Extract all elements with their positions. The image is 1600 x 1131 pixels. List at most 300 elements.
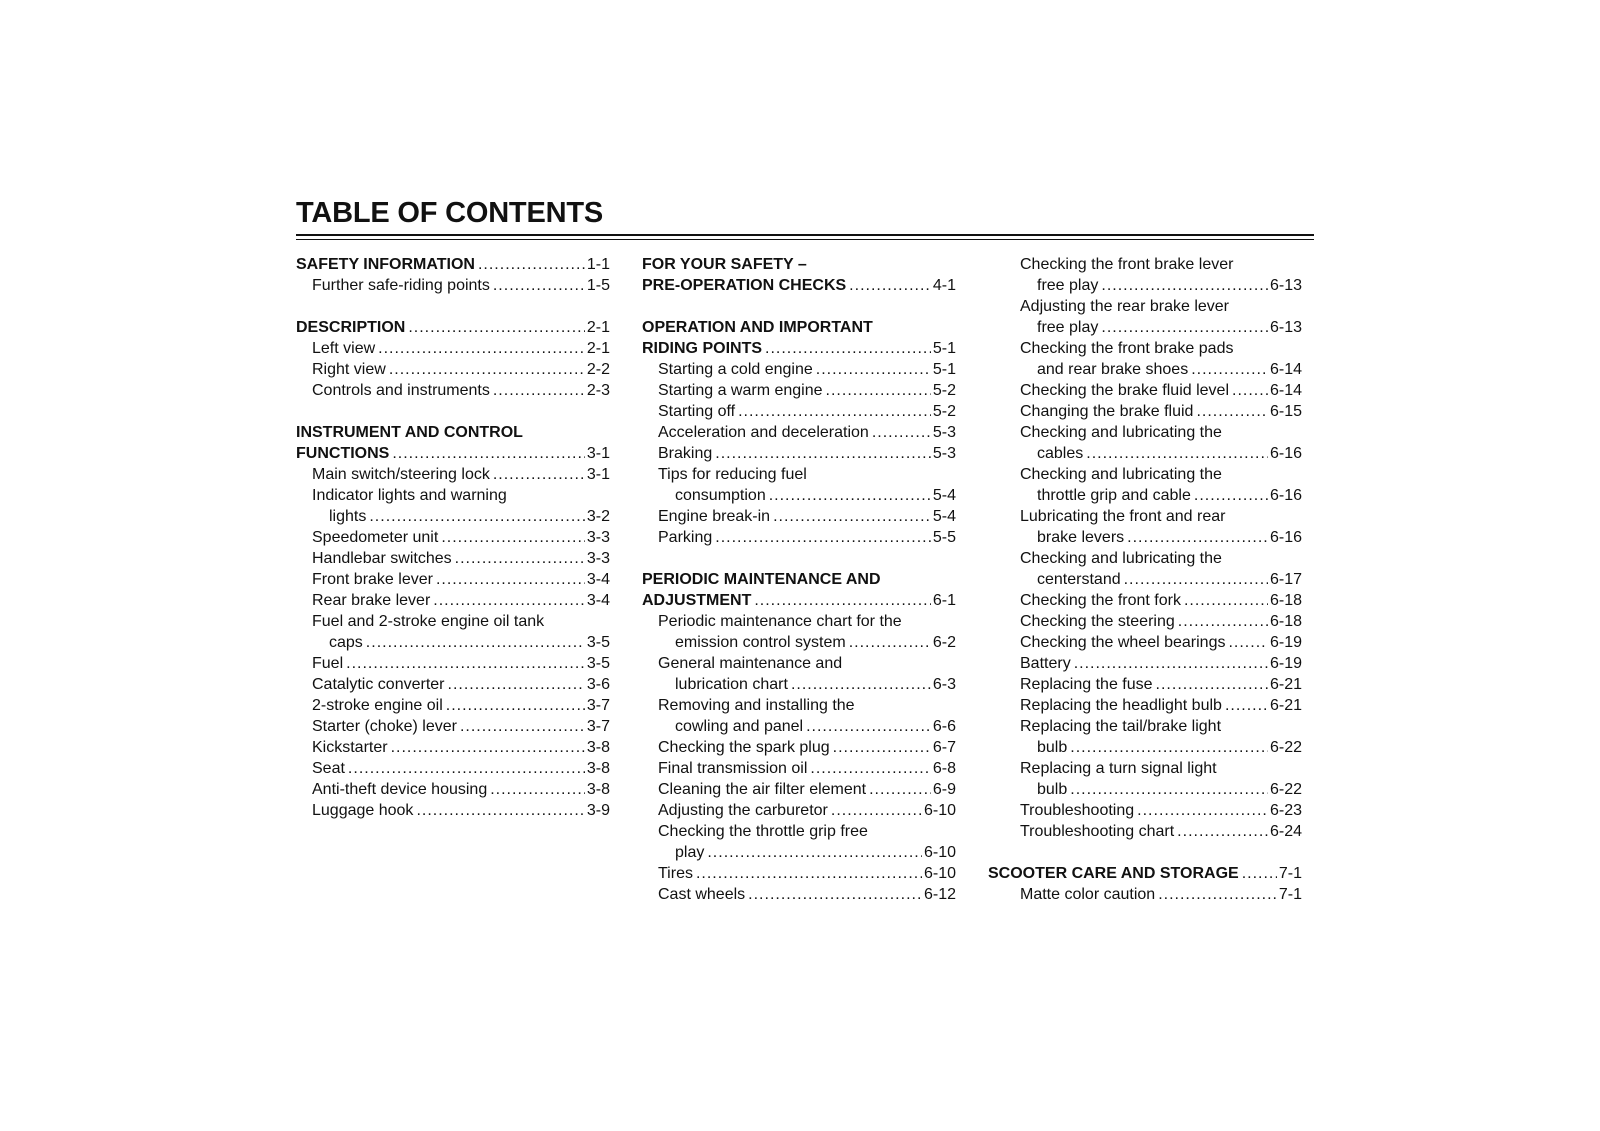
toc-entry-text: Changing the brake fluid	[1020, 403, 1194, 420]
toc-section-heading[interactable]	[296, 422, 610, 443]
dot-leader	[408, 317, 585, 338]
toc-entry-text: PERIODIC MAINTENANCE AND	[642, 571, 881, 588]
toc-entry[interactable]	[642, 695, 956, 716]
toc-page-number: 6-14	[1269, 361, 1302, 378]
toc-page-number: 3-5	[586, 634, 610, 651]
toc-page-number: 3-9	[586, 802, 610, 819]
toc-page-number: 6-10	[923, 844, 956, 861]
toc-page-number: 2-1	[586, 319, 610, 336]
toc-entry-text: cables	[1037, 445, 1084, 462]
dot-leader	[696, 863, 922, 884]
dot-leader	[816, 359, 931, 380]
toc-entry[interactable]	[1004, 527, 1302, 548]
toc-entry[interactable]	[296, 338, 610, 359]
dot-leader	[369, 506, 585, 527]
dot-leader	[448, 674, 585, 695]
toc-page-number: 2-1	[586, 340, 610, 357]
toc-entry-text: Catalytic converter	[312, 676, 445, 693]
toc-page-number: 6-7	[932, 739, 956, 756]
dot-leader	[1127, 527, 1268, 548]
toc-entry-text: Starting off	[658, 403, 736, 420]
dot-leader	[392, 443, 585, 464]
toc-page-number: 3-4	[586, 571, 610, 588]
toc-entry[interactable]	[642, 842, 956, 863]
toc-entry-text: Battery	[1020, 655, 1071, 672]
toc-section-heading[interactable]	[296, 317, 610, 338]
toc-entry-text: Front brake lever	[312, 571, 433, 588]
toc-page-number: 2-2	[586, 361, 610, 378]
toc-page-number: 6-21	[1269, 697, 1302, 714]
dot-leader	[391, 737, 585, 758]
toc-page-number: 5-1	[932, 361, 956, 378]
toc-entry[interactable]	[1004, 590, 1302, 611]
toc-section-heading[interactable]	[642, 590, 956, 611]
toc-section-heading[interactable]	[296, 443, 610, 464]
toc-entry-text: caps	[329, 634, 363, 651]
toc-entry-text: centerstand	[1037, 571, 1121, 588]
toc-entry-text: Seat	[312, 760, 345, 777]
dot-leader	[490, 779, 585, 800]
toc-entry[interactable]	[296, 653, 610, 674]
toc-page-number: 6-16	[1269, 529, 1302, 546]
toc-entry[interactable]	[296, 695, 610, 716]
toc-entry-text: SCOOTER CARE AND STORAGE	[988, 865, 1239, 882]
toc-entry-text: Acceleration and deceleration	[658, 424, 869, 441]
toc-entry[interactable]	[642, 737, 956, 758]
dot-leader	[441, 527, 585, 548]
toc-entry-text: Luggage hook	[312, 802, 414, 819]
toc-page-number: 3-3	[586, 529, 610, 546]
dot-leader	[765, 338, 931, 359]
toc-entry-text: throttle grip and cable	[1037, 487, 1191, 504]
toc-entry[interactable]	[296, 485, 610, 506]
toc-entry[interactable]	[296, 737, 610, 758]
toc-page-number: 3-1	[586, 445, 610, 462]
toc-entry-text: Checking the brake fluid level	[1020, 382, 1230, 399]
dot-leader	[1178, 611, 1268, 632]
toc-entry-text: Tires	[658, 865, 693, 882]
title-rule-thick	[296, 234, 1314, 236]
dot-leader	[869, 779, 931, 800]
toc-entry-text: OPERATION AND IMPORTANT	[642, 319, 873, 336]
dot-leader	[478, 254, 585, 275]
toc-entry-text: free play	[1037, 277, 1099, 294]
toc-entry[interactable]	[296, 611, 610, 632]
toc-entry-text: Checking and lubricating the	[1020, 466, 1222, 483]
toc-entry[interactable]	[1004, 695, 1302, 716]
dot-leader	[1177, 821, 1268, 842]
dot-leader	[455, 548, 585, 569]
toc-entry[interactable]	[296, 275, 610, 296]
dot-leader	[831, 800, 922, 821]
toc-entry[interactable]	[642, 779, 956, 800]
toc-entry[interactable]	[1004, 674, 1302, 695]
toc-entry-text: Kickstarter	[312, 739, 388, 756]
toc-section-heading[interactable]	[642, 317, 956, 338]
toc-column-3	[988, 254, 1302, 905]
toc-page-number: 5-3	[932, 445, 956, 462]
toc-entry[interactable]	[1004, 653, 1302, 674]
toc-page-number: 6-15	[1269, 403, 1302, 420]
toc-entry[interactable]	[642, 611, 956, 632]
toc-page-number: 6-14	[1269, 382, 1302, 399]
dot-leader	[436, 569, 585, 590]
toc-entry-text: Checking the spark plug	[658, 739, 830, 756]
toc-entry[interactable]	[642, 821, 956, 842]
toc-entry[interactable]	[1004, 422, 1302, 443]
toc-page-number: 5-1	[932, 340, 956, 357]
toc-entry[interactable]	[1004, 359, 1302, 380]
dot-leader	[416, 800, 584, 821]
dot-leader	[833, 737, 931, 758]
section-gap	[1004, 842, 1302, 863]
toc-entry-text: Fuel and 2-stroke engine oil tank	[312, 613, 545, 630]
toc-entry-text: cowling and panel	[675, 718, 804, 735]
toc-section-heading[interactable]	[642, 569, 956, 590]
toc-entry-text: 2-stroke engine oil	[312, 697, 443, 714]
toc-entry-text: Main switch/steering lock	[312, 466, 490, 483]
toc-entry[interactable]	[1004, 632, 1302, 653]
toc-entry-text: Rear brake lever	[312, 592, 431, 609]
toc-entry[interactable]	[1004, 611, 1302, 632]
toc-entry[interactable]	[642, 401, 956, 422]
toc-entry-text: Troubleshooting chart	[1020, 823, 1175, 840]
toc-entry-text: emission control system	[675, 634, 846, 651]
toc-entry[interactable]	[642, 380, 956, 401]
toc-entry[interactable]	[1004, 338, 1302, 359]
dot-leader	[1086, 443, 1268, 464]
toc-page-number: 6-16	[1269, 487, 1302, 504]
toc-entry[interactable]	[296, 800, 610, 821]
toc-page-number: 2-3	[586, 382, 610, 399]
toc-entry[interactable]	[1004, 716, 1302, 737]
toc-page-number: 6-2	[932, 634, 956, 651]
dot-leader	[1232, 380, 1268, 401]
toc-page-number: 6-21	[1269, 676, 1302, 693]
toc-entry-text: Checking the throttle grip free	[658, 823, 868, 840]
toc-entry[interactable]	[296, 590, 610, 611]
toc-entry-text: Starter (choke) lever	[312, 718, 457, 735]
toc-entry-text: Removing and installing the	[658, 697, 855, 714]
toc-entry-text: Lubricating the front and rear	[1020, 508, 1226, 525]
toc-page-number: 6-17	[1269, 571, 1302, 588]
toc-entry-text: Adjusting the rear brake lever	[1020, 298, 1229, 315]
dot-leader	[346, 653, 585, 674]
toc-entry[interactable]	[1004, 821, 1302, 842]
dot-leader	[1196, 401, 1268, 422]
toc-entry[interactable]	[642, 716, 956, 737]
toc-entry-text: bulb	[1037, 781, 1068, 798]
dot-leader	[1124, 569, 1268, 590]
toc-entry[interactable]	[1004, 569, 1302, 590]
toc-entry[interactable]	[1004, 737, 1302, 758]
dot-leader	[1070, 779, 1268, 800]
toc-entry[interactable]	[1004, 506, 1302, 527]
toc-entry[interactable]	[642, 506, 956, 527]
dot-leader	[738, 401, 931, 422]
dot-leader	[493, 380, 585, 401]
toc-entry-text: Further safe-riding points	[312, 277, 490, 294]
toc-page-number: 6-9	[932, 781, 956, 798]
toc-entry-text: FOR YOUR SAFETY –	[642, 256, 807, 273]
toc-page-number: 3-6	[586, 676, 610, 693]
dot-leader	[1158, 884, 1277, 905]
toc-entry-text: Replacing the tail/brake light	[1020, 718, 1222, 735]
dot-leader	[806, 716, 931, 737]
toc-entry-text: ADJUSTMENT	[642, 592, 752, 609]
toc-entry[interactable]	[1004, 884, 1302, 905]
toc-entry-text: Right view	[312, 361, 386, 378]
toc-entry[interactable]	[642, 485, 956, 506]
toc-page-number: 5-5	[932, 529, 956, 546]
toc-section-heading[interactable]	[642, 275, 956, 296]
toc-page-number: 6-24	[1269, 823, 1302, 840]
toc-entry[interactable]	[296, 569, 610, 590]
dot-leader	[769, 485, 931, 506]
dot-leader	[773, 506, 931, 527]
dot-leader	[1070, 737, 1268, 758]
toc-entry[interactable]	[642, 464, 956, 485]
dot-leader	[1194, 485, 1268, 506]
dot-leader	[366, 632, 585, 653]
toc-entry-text: Anti-theft device housing	[312, 781, 488, 798]
toc-entry[interactable]	[1004, 275, 1302, 296]
toc-entry[interactable]	[642, 443, 956, 464]
dot-leader	[378, 338, 585, 359]
dot-leader	[872, 422, 931, 443]
toc-entry[interactable]	[642, 800, 956, 821]
toc-entry-text: Matte color caution	[1020, 886, 1156, 903]
dot-leader	[433, 590, 585, 611]
toc-entry[interactable]	[642, 863, 956, 884]
toc-entry-text: Adjusting the carburetor	[658, 802, 828, 819]
toc-section-heading[interactable]	[642, 254, 956, 275]
dot-leader	[1101, 275, 1268, 296]
dot-leader	[1242, 863, 1277, 884]
toc-entry-text: Engine break-in	[658, 508, 771, 525]
toc-column-1	[296, 254, 610, 821]
toc-entry[interactable]	[296, 506, 610, 527]
toc-entry[interactable]	[642, 653, 956, 674]
toc-entry-text: General maintenance and	[658, 655, 843, 672]
toc-page-number: 7-1	[1278, 886, 1302, 903]
toc-entry-text: DESCRIPTION	[296, 319, 406, 336]
toc-entry[interactable]	[1004, 380, 1302, 401]
toc-entry-text: Checking the wheel bearings	[1020, 634, 1226, 651]
toc-entry[interactable]	[642, 674, 956, 695]
toc-entry-text: free play	[1037, 319, 1099, 336]
dot-leader	[1191, 359, 1268, 380]
toc-entry-text: Checking and lubricating the	[1020, 550, 1222, 567]
toc-entry-text: Checking the front brake lever	[1020, 256, 1234, 273]
toc-entry[interactable]	[296, 779, 610, 800]
toc-entry-text: Controls and instruments	[312, 382, 490, 399]
toc-page-number: 5-2	[932, 382, 956, 399]
toc-entry-text: Checking the front brake pads	[1020, 340, 1234, 357]
dot-leader	[849, 275, 931, 296]
toc-page-number: 6-1	[932, 592, 956, 609]
toc-entry-text: Indicator lights and warning	[312, 487, 507, 504]
toc-page-number: 5-4	[932, 487, 956, 504]
toc-entry[interactable]	[296, 527, 610, 548]
toc-entry[interactable]	[1004, 401, 1302, 422]
toc-page-number: 3-3	[586, 550, 610, 567]
toc-entry-text: Starting a warm engine	[658, 382, 823, 399]
toc-entry-text: SAFETY INFORMATION	[296, 256, 475, 273]
toc-entry-text: play	[675, 844, 705, 861]
toc-page-number: 6-3	[932, 676, 956, 693]
dot-leader	[748, 884, 922, 905]
toc-page-number: 4-1	[932, 277, 956, 294]
toc-page-number: 6-18	[1269, 592, 1302, 609]
toc-page-number: 6-13	[1269, 319, 1302, 336]
toc-entry[interactable]	[642, 527, 956, 548]
toc-entry-text: Replacing the headlight bulb	[1020, 697, 1222, 714]
dot-leader	[348, 758, 585, 779]
toc-section-heading[interactable]	[988, 863, 1302, 884]
toc-entry[interactable]	[296, 548, 610, 569]
toc-entry-text: brake levers	[1037, 529, 1125, 546]
toc-entry-text: Starting a cold engine	[658, 361, 813, 378]
toc-entry[interactable]	[1004, 296, 1302, 317]
dot-leader	[791, 674, 931, 695]
dot-leader	[389, 359, 585, 380]
toc-entry[interactable]	[642, 422, 956, 443]
toc-page-number: 6-10	[923, 802, 956, 819]
toc-page-number: 6-22	[1269, 739, 1302, 756]
toc-entry[interactable]	[1004, 254, 1302, 275]
toc-entry-text: Parking	[658, 529, 713, 546]
toc-page-number: 6-12	[923, 886, 956, 903]
dot-leader	[826, 380, 931, 401]
toc-page-number: 3-5	[586, 655, 610, 672]
toc-page-number: 6-10	[923, 865, 956, 882]
toc-entry-text: INSTRUMENT AND CONTROL	[296, 424, 523, 441]
toc-entry[interactable]	[1004, 779, 1302, 800]
dot-leader	[810, 758, 930, 779]
dot-leader	[1137, 800, 1268, 821]
toc-entry-text: Tips for reducing fuel	[658, 466, 807, 483]
toc-page-number: 1-1	[586, 256, 610, 273]
dot-leader	[446, 695, 585, 716]
toc-entry[interactable]	[642, 632, 956, 653]
toc-page-number: 3-7	[586, 697, 610, 714]
toc-section-heading[interactable]	[296, 254, 610, 275]
toc-page-number: 6-23	[1269, 802, 1302, 819]
dot-leader	[1156, 674, 1268, 695]
toc-page-number: 3-7	[586, 718, 610, 735]
dot-leader	[493, 464, 585, 485]
toc-entry[interactable]	[642, 884, 956, 905]
toc-column-2	[642, 254, 956, 905]
toc-entry[interactable]	[296, 380, 610, 401]
toc-entry-text: lights	[329, 508, 367, 525]
toc-entry-text: Left view	[312, 340, 376, 357]
dot-leader	[1225, 695, 1268, 716]
toc-page-number: 6-19	[1269, 655, 1302, 672]
toc-page-number: 1-5	[586, 277, 610, 294]
toc-entry-text: Troubleshooting	[1020, 802, 1135, 819]
toc-page-number: 6-22	[1269, 781, 1302, 798]
toc-page-number: 3-1	[586, 466, 610, 483]
toc-entry-text: lubrication chart	[675, 676, 788, 693]
toc-page-number: 6-19	[1269, 634, 1302, 651]
section-gap	[642, 296, 956, 317]
toc-page-number: 3-8	[586, 781, 610, 798]
toc-entry-text: Handlebar switches	[312, 550, 452, 567]
dot-leader	[707, 842, 922, 863]
toc-entry[interactable]	[1004, 464, 1302, 485]
dot-leader	[1101, 317, 1268, 338]
toc-entry-text: Fuel	[312, 655, 344, 672]
page-title: TABLE OF CONTENTS	[296, 197, 603, 229]
toc-entry-text: Braking	[658, 445, 713, 462]
toc-entry[interactable]	[296, 359, 610, 380]
toc-entry-text: bulb	[1037, 739, 1068, 756]
toc-entry[interactable]	[1004, 443, 1302, 464]
dot-leader	[849, 632, 931, 653]
toc-entry-text: consumption	[675, 487, 766, 504]
toc-entry-text: Speedometer unit	[312, 529, 439, 546]
toc-entry[interactable]	[1004, 485, 1302, 506]
toc-entry-text: Periodic maintenance chart for the	[658, 613, 902, 630]
toc-entry[interactable]	[642, 758, 956, 779]
toc-entry[interactable]	[642, 359, 956, 380]
toc-entry-text: Replacing a turn signal light	[1020, 760, 1217, 777]
dot-leader	[493, 275, 585, 296]
toc-page-number: 3-8	[586, 739, 610, 756]
toc-entry[interactable]	[296, 674, 610, 695]
toc-page-number: 3-8	[586, 760, 610, 777]
toc-entry[interactable]	[296, 758, 610, 779]
toc-page-number: 5-3	[932, 424, 956, 441]
toc-entry[interactable]	[1004, 548, 1302, 569]
toc-entry[interactable]	[1004, 317, 1302, 338]
toc-entry-text: Cast wheels	[658, 886, 746, 903]
section-gap	[642, 548, 956, 569]
dot-leader	[460, 716, 585, 737]
toc-page-number: 6-18	[1269, 613, 1302, 630]
title-rule-thin	[296, 239, 1314, 240]
toc-page-number: 5-4	[932, 508, 956, 525]
toc-entry-text: and rear brake shoes	[1037, 361, 1189, 378]
toc-entry[interactable]	[296, 632, 610, 653]
section-gap	[296, 296, 610, 317]
toc-entry-text: Checking and lubricating the	[1020, 424, 1222, 441]
toc-entry[interactable]	[1004, 800, 1302, 821]
toc-entry-text: Final transmission oil	[658, 760, 808, 777]
toc-entry-text: Checking the steering	[1020, 613, 1175, 630]
toc-entry[interactable]	[1004, 758, 1302, 779]
section-gap	[296, 401, 610, 422]
dot-leader	[1228, 632, 1268, 653]
toc-page-number: 7-1	[1278, 865, 1302, 882]
toc-section-heading[interactable]	[642, 338, 956, 359]
toc-entry[interactable]	[296, 464, 610, 485]
dot-leader	[754, 590, 931, 611]
dot-leader	[715, 443, 931, 464]
toc-entry-text: Checking the front fork	[1020, 592, 1181, 609]
toc-page-number: 6-16	[1269, 445, 1302, 462]
toc-entry-text: Cleaning the air filter element	[658, 781, 867, 798]
toc-page-number: 5-2	[932, 403, 956, 420]
toc-entry-text: RIDING POINTS	[642, 340, 763, 357]
toc-page-number: 6-6	[932, 718, 956, 735]
dot-leader	[1184, 590, 1268, 611]
toc-page-number: 3-2	[586, 508, 610, 525]
toc-entry[interactable]	[296, 716, 610, 737]
toc-entry-text: PRE-OPERATION CHECKS	[642, 277, 847, 294]
